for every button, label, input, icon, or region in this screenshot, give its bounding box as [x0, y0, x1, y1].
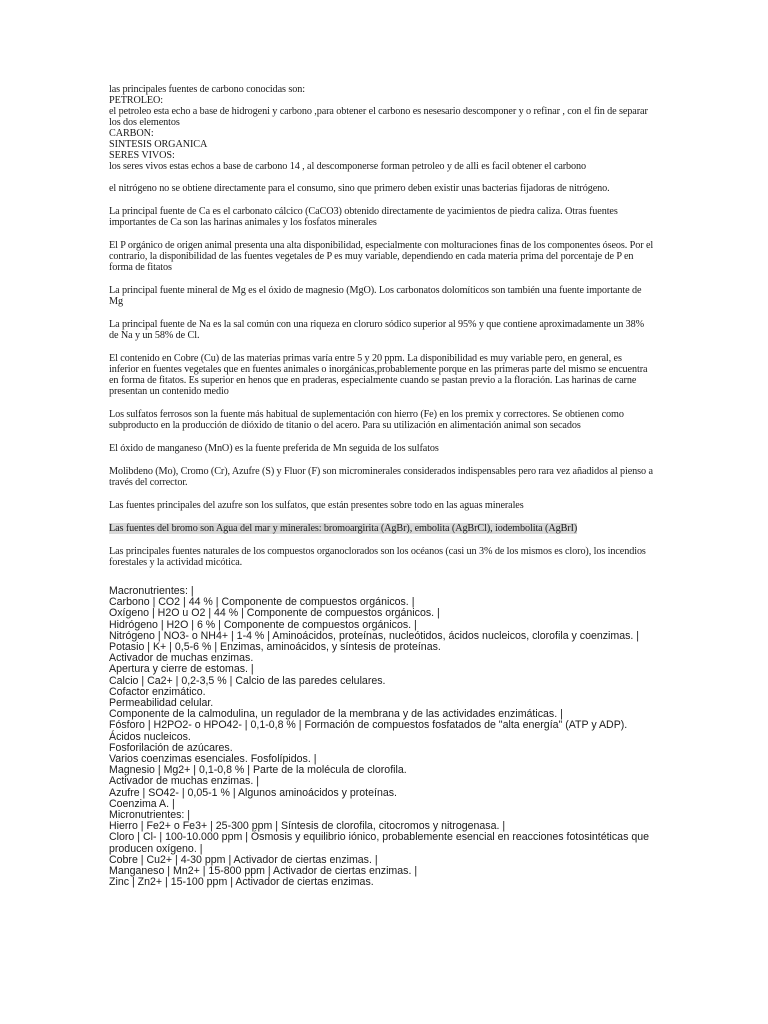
intro-line: PETROLEO: — [109, 95, 163, 106]
intro-line: las principales fuentes de carbono conocidas son: — [109, 84, 305, 95]
paragraph: El contenido en Cobre (Cu) de las materias primas varía entre 5 y 20 ppm. La disponibilidad es muy variable pero, en general, es inferior en fuentes vegetales que en fuentes animales o inorgánicas,probablemente porque en las primeras parte del mismo se encuentra en forma de fitatos. Es superior en henos que en praderas, especialmente cuando se pastan previo a la floración. Las harinas de carne presentan un contenido medio — [109, 353, 648, 397]
intro-line: SINTESIS ORGANICA — [109, 139, 208, 150]
nutrient-line: Varios coenzimas esenciales. Fosfolípidos. | — [109, 753, 317, 766]
highlighted-paragraph — [109, 523, 654, 534]
paragraph: El P orgánico de origen animal presenta una alta disponibilidad, especialmente con molturaciones finas de los componentes óseos. Por el contrario, la disponibilidad de las fuentes vegetales de P es muy variable, dependiendo en cada materia prima del porcentaje de P en forma de fitatos — [109, 240, 654, 273]
nutrient-line: Permeabilidad celular. — [109, 697, 214, 710]
carbon-sources-section — [109, 84, 654, 172]
paragraph: El óxido de manganeso (MnO) es la fuente preferida de Mn seguida de los sulfatos — [109, 443, 439, 454]
nutrient-line: Hierro | Fe2+ o Fe3+ | 25-300 ppm | Síntesis de clorofila, citocromos y nitrogenasa. | — [109, 820, 506, 833]
nutrient-line: Ácidos nucleicos. — [109, 730, 191, 743]
paragraph: Los sulfatos ferrosos son la fuente más habitual de suplementación con hierro (Fe) en los premix y correctores. Se obtienen como subproducto en la producción de dióxido de titanio o del acero. Para su utilización en alimentación animal son secados — [109, 409, 624, 431]
nutrient-line: Fosforilación de azúcares. — [109, 741, 233, 754]
nutrient-line: Potasio | K+ | 0,5-6 % | Enzimas, aminoácidos, y síntesis de proteínas. — [109, 641, 441, 654]
nutrient-line: Carbono | CO2 | 44 % | Componente de compuestos orgánicos. | — [109, 596, 415, 609]
paragraph: Molibdeno (Mo), Cromo (Cr), Azufre (S) y Fluor (F) son microminerales considerados indispensables pero rara vez añadidos al pienso a través del corrector. — [109, 466, 653, 488]
nutrient-line: Cofactor enzimático. — [109, 685, 206, 698]
nutrient-line: Nitrógeno | NO3- o NH4+ | 1-4 % | Aminoácidos, proteínas, nucleótidos, ácidos nucleicos, clorofila y coenzimas. | — [109, 629, 640, 642]
nutrient-line: Componente de la calmodulina, un regulador de la membrana y de las actividades enzimáticas. | — [109, 708, 563, 721]
nutrient-line: Fósforo | H2PO2- o HPO42- | 0,1-0,8 % | Formación de compuestos fosfatados de "alta energía" (ATP y ADP). — [109, 719, 628, 732]
nutrient-line: Coenzima A. | — [109, 797, 175, 810]
nutrient-line: Hidrógeno | H2O | 6 % | Componente de compuestos orgánicos. | — [109, 618, 417, 631]
nutrient-line: Calcio | Ca2+ | 0,2-3,5 % | Calcio de las paredes celulares. — [109, 674, 386, 687]
paragraph: La principal fuente mineral de Mg es el óxido de magnesio (MgO). Los carbonatos dolomíticos son también una fuente importante de Mg — [109, 285, 642, 307]
nutrient-line: Manganeso | Mn2+ | 15-800 ppm | Activador de ciertas enzimas. | — [109, 865, 418, 878]
nutrient-line: Cloro | Cl- | 100-10.000 ppm | Ósmosis y equilibrio iónico, probablemente esencial en reacciones fotosintéticas que producen oxígeno. | — [109, 831, 649, 855]
intro-line: SERES VIVOS: — [109, 150, 175, 161]
nutrient-line: Activador de muchas enzimas. | — [109, 775, 259, 788]
nutrient-table — [109, 586, 654, 888]
nutrient-line: Zinc | Zn2+ | 15-100 ppm | Activador de ciertas enzimas. — [109, 876, 374, 889]
paragraph: La principal fuente de Ca es el carbonato cálcico (CaCO3) obtenido directamente de yacimientos de piedra caliza. Otras fuentes importantes de Ca son las harinas animales y los fosfatos minerales — [109, 206, 618, 228]
highlighted-text: Las fuentes del bromo son Agua del mar y minerales: bromoargirita (AgBr), embolita (AgBrCl), iodembolita (AgBrI) — [109, 523, 578, 534]
document-body — [109, 84, 654, 888]
nutrient-line: Macronutrientes: | — [109, 585, 194, 597]
nutrient-line: Magnesio | Mg2+ | 0,1-0,8 % | Parte de la molécula de clorofila. — [109, 764, 407, 777]
intro-line: el petroleo esta echo a base de hidrogeni y carbono ,para obtener el carbono es nesesario descomponer y o refinar , con el fin de separar los dos elementos — [109, 106, 648, 128]
mineral-sources-section — [109, 183, 654, 568]
intro-line: los seres vivos estas echos a base de carbono 14 , al descomponerse forman petroleo y de alli es facil obtener el carbono — [109, 161, 587, 172]
paragraph: La principal fuente de Na es la sal común con una riqueza en cloruro sódico superior al 95% y que contiene aproximadamente un 38% de Na y un 58% de Cl. — [109, 319, 645, 341]
nutrient-line: Cobre | Cu2+ | 4-30 ppm | Activador de ciertas enzimas. | — [109, 853, 378, 866]
nutrient-line: Activador de muchas enzimas. — [109, 652, 254, 665]
nutrient-line: Apertura y cierre de estomas. | — [109, 663, 254, 676]
paragraph: el nitrógeno no se obtiene directamente para el consumo, sino que primero deben existir unas bacterias fijadoras de nitrógeno. — [109, 183, 610, 194]
intro-line: CARBON: — [109, 128, 154, 139]
nutrient-line: Micronutrientes: | — [109, 809, 191, 822]
nutrient-line: Azufre | SO42- | 0,05-1 % | Algunos aminoácidos y proteínas. — [109, 786, 397, 799]
nutrient-line: Oxígeno | H2O u O2 | 44 % | Componente de compuestos orgánicos. | — [109, 607, 440, 620]
paragraph: Las principales fuentes naturales de los compuestos organoclorados son los océanos (casi un 3% de los mismos es cloro), los incendios forestales y la actividad micótica. — [109, 546, 646, 568]
paragraph: Las fuentes principales del azufre son los sulfatos, que están presentes sobre todo en las aguas minerales — [109, 500, 524, 511]
